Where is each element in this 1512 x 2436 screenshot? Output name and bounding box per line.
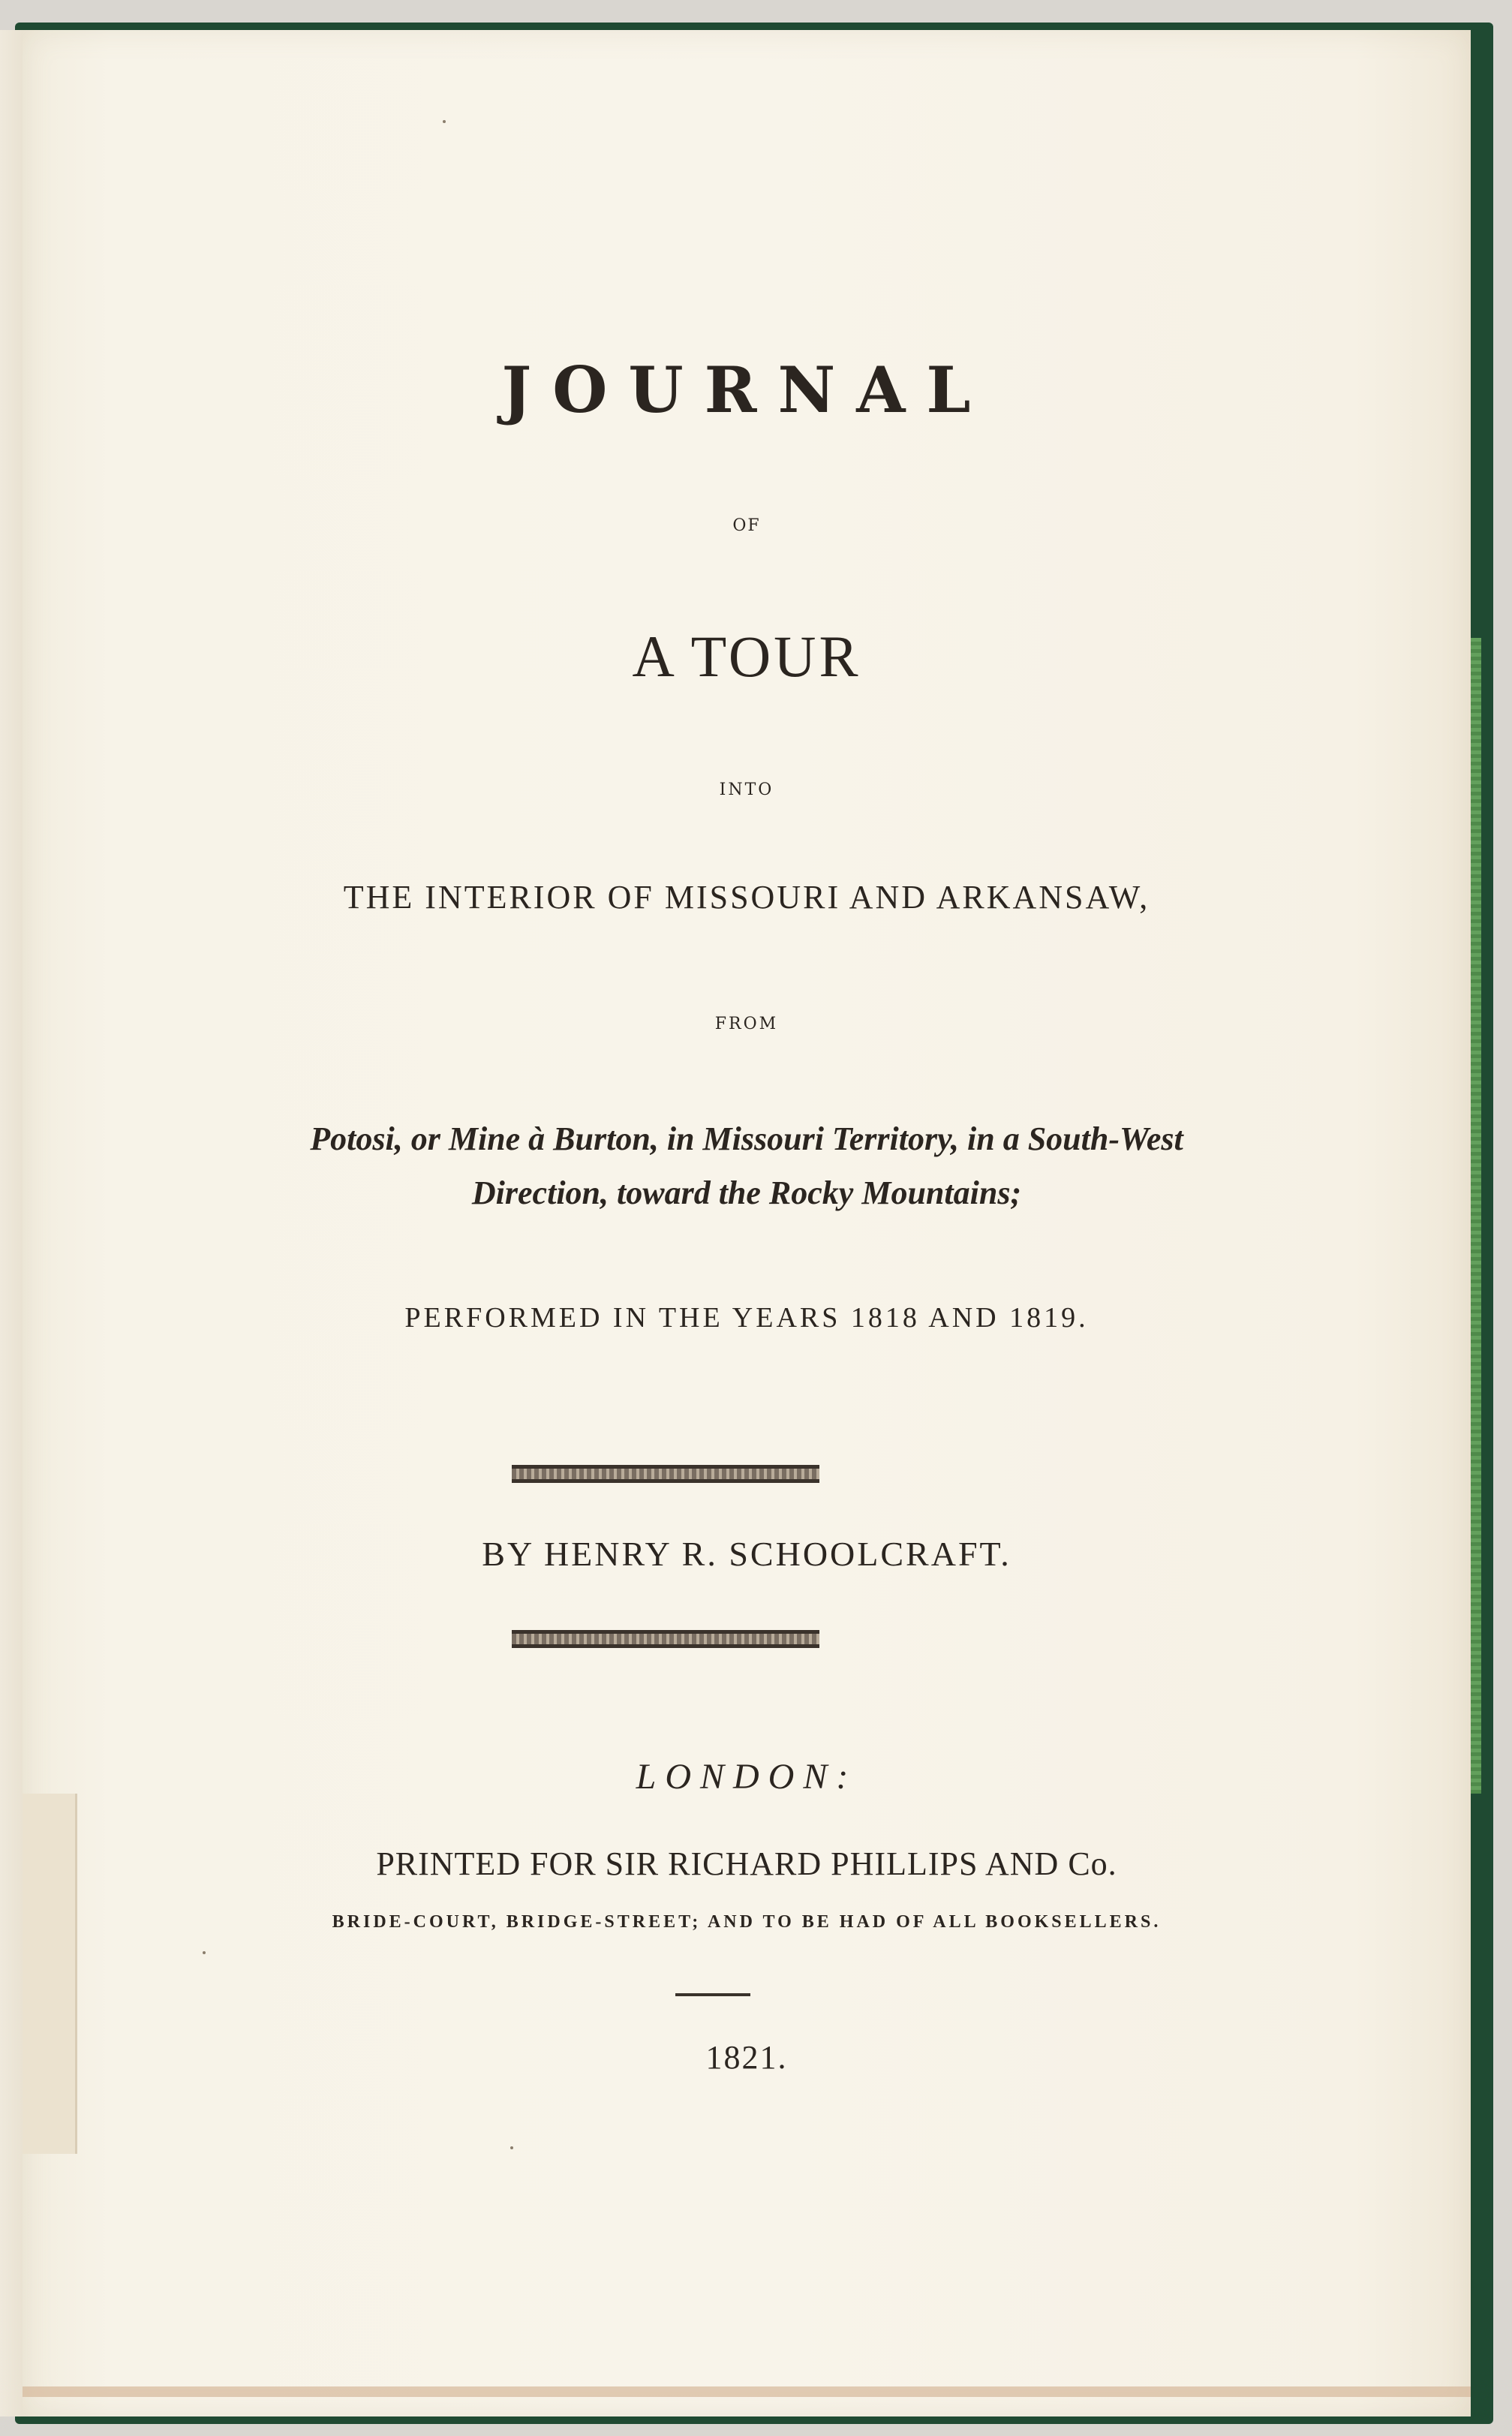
imprint-city: LONDON: [636, 1757, 858, 1797]
paper-speck [203, 1951, 206, 1954]
title-journal: JOURNAL [501, 353, 992, 427]
address-line: BRIDE-COURT, BRIDGE-STREET; AND TO BE HAD OF ALL BOOKSELLERS. [332, 1912, 1162, 1932]
route-line-1: Potosi, or Mine à Burton, in Missouri Territory, in a South-West [310, 1120, 1183, 1157]
page-edge-left [0, 30, 23, 2416]
word-into: INTO [719, 780, 774, 799]
short-rule [675, 1993, 750, 1996]
paper-speck [443, 120, 446, 123]
author-line: BY HENRY R. SCHOOLCRAFT. [482, 1535, 1012, 1573]
subtitle-interior: THE INTERIOR OF MISSOURI AND ARKANSAW, [343, 879, 1150, 916]
torn-page-fragment [23, 1794, 77, 2154]
ornamental-rule-bottom [512, 1630, 819, 1648]
subtitle-a-tour: A TOUR [632, 624, 861, 689]
word-of: OF [732, 516, 761, 535]
performed-years: PERFORMED IN THE YEARS 1818 AND 1819. [404, 1302, 1089, 1334]
title-page [23, 30, 1471, 2416]
word-from: FROM [714, 1015, 779, 1033]
route-line-2: Direction, toward the Rocky Mountains; [471, 1174, 1022, 1211]
ornamental-rule-top [512, 1465, 819, 1483]
publication-year: 1821. [705, 2039, 788, 2076]
printer-line: PRINTED FOR SIR RICHARD PHILLIPS AND Co. [376, 1845, 1117, 1882]
page-bottom-edge [23, 2386, 1471, 2397]
paper-speck [510, 2146, 513, 2149]
